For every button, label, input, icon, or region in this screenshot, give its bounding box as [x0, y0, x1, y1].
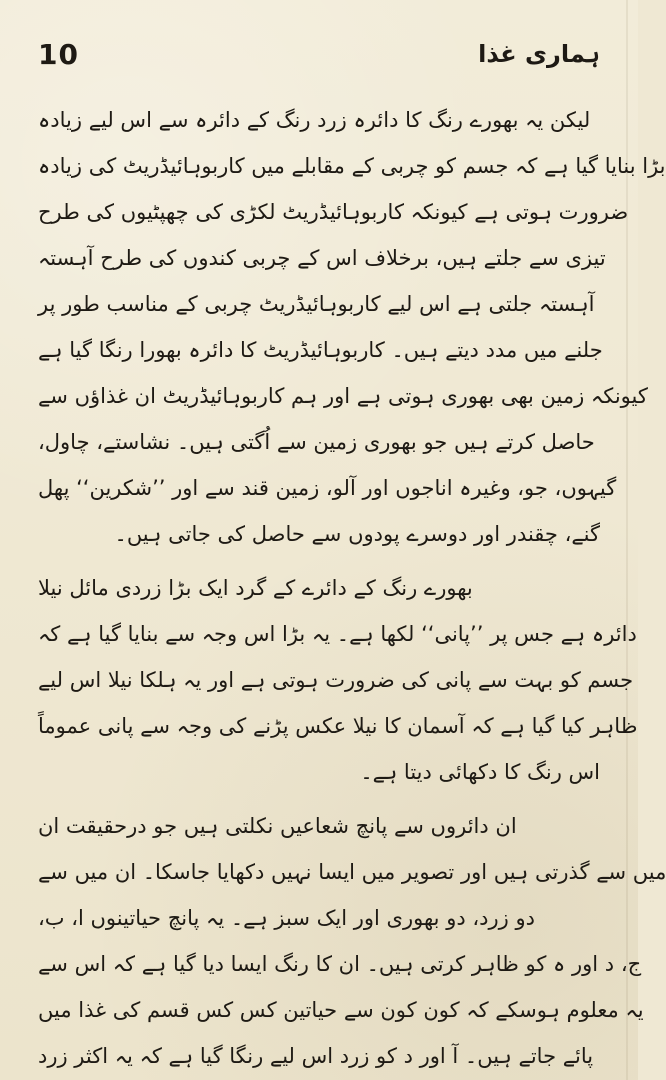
text-line-14: ظاہر کیا گیا ہے کہ آسمان کا نیلا عکس پڑنے کی وجہ سے پانی عموماً: [38, 713, 638, 738]
page-number: 10: [38, 37, 79, 71]
text-line-6: جلنے میں مدد دیتے ہیں۔ کاربوہائیڈریٹ کا دائرہ بھورا رنگا گیا ہے: [38, 337, 603, 362]
text-line-16: ان دائروں سے پانچ شعاعیں نکلتی ہیں جو درحقیقت ان: [38, 813, 517, 838]
text-line-13: جسم کو بہت سے پانی کی ضرورت ہوتی ہے اور یہ ہلکا نیلا اس لیے: [38, 667, 634, 692]
text-line-18: دو زرد، دو بھوری اور ایک سبز ہے۔ یہ پانچ حیاتینوں ا، ب،: [38, 905, 535, 930]
page-header: [38, 34, 600, 74]
text-line-9: گیہوں، جو، وغیرہ اناجوں اور آلو، زمین قند سے اور ’’شکرین‘‘ پھل: [38, 475, 617, 500]
text-line-3: ضرورت ہوتی ہے کیونکہ کاربوہائیڈریٹ لکڑی کی چھپٹیوں کی طرح: [38, 199, 629, 224]
text-line-8: حاصل کرتے ہیں جو بھوری زمین سے اُگتی ہیں۔ نشاستے، چاول،: [38, 429, 595, 454]
paragraph-gap: [38, 557, 600, 565]
text-line-2: بڑا بنایا گیا ہے کہ جسم کو چربی کے مقابلے میں کاربوہائیڈریٹ کی زیادہ: [38, 153, 666, 178]
text-line-5: آہستہ جلتی ہے اس لیے کاربوہائیڈریٹ چربی کے مناسب طور پر: [38, 291, 595, 316]
text-line-10: گنے، چقندر اور دوسرے پودوں سے حاصل کی جاتی ہیں۔: [114, 521, 600, 546]
text-line-19: ج، د اور ہ کو ظاہر کرتی ہیں۔ ان کا رنگ ایسا دیا گیا ہے کہ اس سے: [38, 951, 642, 976]
text-line-15: اس رنگ کا دکھائی دیتا ہے۔: [360, 759, 600, 784]
text-line-17: میں سے گذرتی ہیں اور تصویر میں ایسا نہیں دکھایا جاسکا۔ ان میں سے: [38, 859, 666, 884]
text-line-20: یہ معلوم ہوسکے کہ کون کون سے حیاتین کس کس قسم کی غذا میں: [38, 997, 644, 1022]
text-line-12: دائرہ ہے جس پر ’’پانی‘‘ لکھا ہے۔ یہ بڑا اس وجہ سے بنایا گیا ہے کہ: [38, 621, 637, 646]
text-line-1: لیکن یہ بھورے رنگ کا دائرہ زرد رنگ کے دائرہ سے اس لیے زیادہ: [38, 107, 591, 132]
text-line-7: کیونکہ زمین بھی بھوری ہوتی ہے اور ہم کاربوہائیڈریٹ ان غذاؤں سے: [38, 383, 648, 408]
text-line-11: بھورے رنگ کے دائرے کے گرد ایک بڑا زردی مائل نیلا: [38, 575, 473, 600]
page-body: [38, 97, 666, 1079]
paragraph-gap: [38, 795, 600, 803]
text-line-21: پائے جاتے ہیں۔ آ اور د کو زرد اس لیے رنگا گیا ہے کہ یہ اکثر زرد: [38, 1043, 594, 1068]
text-line-4: تیزی سے جلتے ہیں، برخلاف اس کے چربی کندوں کی طرح آہستہ: [38, 245, 606, 270]
running-title: ہماری غذا: [478, 40, 600, 68]
